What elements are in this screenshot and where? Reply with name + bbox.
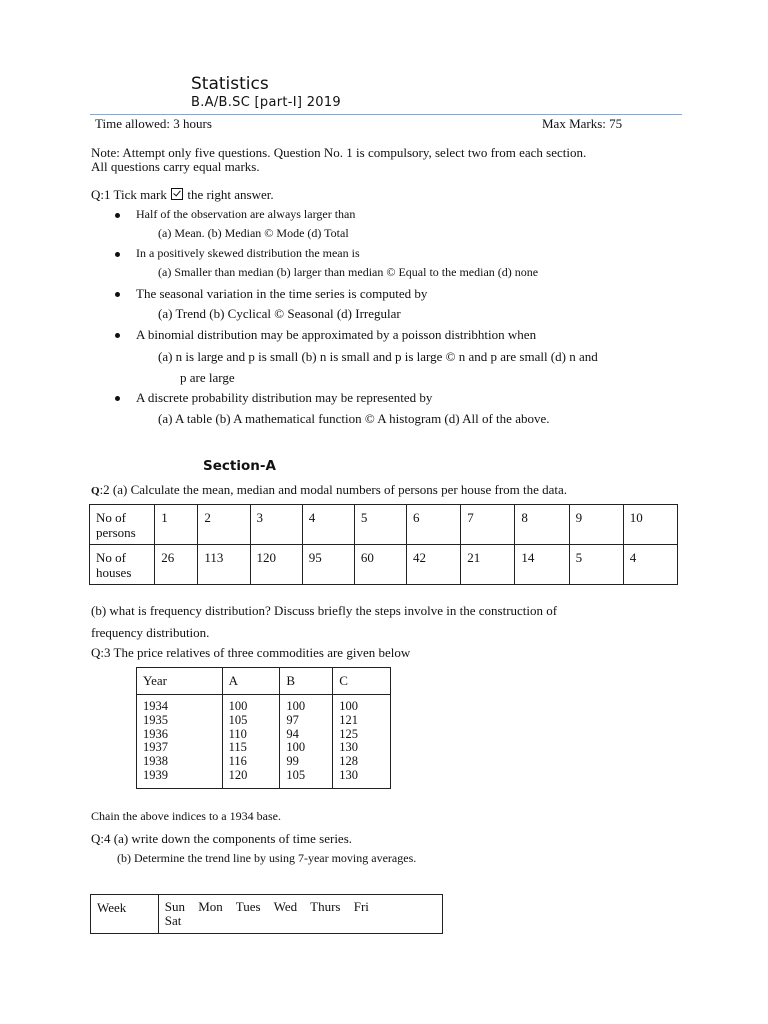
week-table bbox=[90, 894, 443, 934]
table-cell: 14 bbox=[515, 545, 569, 585]
bullet-icon bbox=[115, 333, 120, 338]
table-cell: 121 bbox=[339, 712, 358, 727]
checkbox-tick-icon bbox=[171, 188, 183, 200]
table-cell: 130 bbox=[339, 767, 358, 782]
q4-part-a: Q:4 (a) write down the components of time series. bbox=[91, 831, 353, 846]
table-cell: 115 bbox=[228, 740, 247, 755]
table-cell: 120 bbox=[228, 767, 248, 782]
table-cell: 7 bbox=[461, 505, 515, 545]
table-cell: 5 bbox=[354, 505, 406, 545]
table-row bbox=[90, 545, 678, 585]
table-row bbox=[137, 695, 391, 789]
table-cell: 100 bbox=[286, 699, 306, 713]
header-divider bbox=[90, 114, 682, 115]
table-cell: 113 bbox=[198, 545, 250, 585]
table-cell: 100 bbox=[228, 699, 248, 713]
table-header-cell: Year bbox=[137, 668, 223, 695]
table-cell: 60 bbox=[354, 545, 406, 585]
table-cell: 94 bbox=[286, 726, 299, 741]
q2-part-b-line-1: (b) what is frequency distribution? Discuss briefly the steps involve in the construction of bbox=[91, 603, 558, 618]
table-cell: 1934 bbox=[143, 699, 168, 713]
persons-houses-table bbox=[89, 504, 678, 585]
q1-prefix: Q:1 Tick mark bbox=[91, 187, 167, 202]
table-cell: 1937 bbox=[143, 740, 168, 755]
table-cell: 95 bbox=[302, 545, 354, 585]
exam-title: Statistics bbox=[191, 74, 269, 94]
q1-item-1-options: (a) Mean. (b) Median © Mode (d) Total bbox=[158, 226, 349, 240]
table-header-cell: C bbox=[333, 668, 391, 695]
table-cell: 100 bbox=[339, 699, 358, 713]
days-line bbox=[165, 900, 436, 914]
table-cell: 99 bbox=[286, 754, 299, 769]
commodity-a-column bbox=[222, 695, 280, 789]
table-cell: Sat bbox=[164, 913, 182, 928]
table-cell: 128 bbox=[339, 754, 358, 769]
bullet-icon bbox=[115, 396, 120, 401]
q3-question: Q:3 The price relatives of three commodities are given below bbox=[91, 645, 411, 660]
q1-item-5-options: (a) A table (b) A mathematical function © A histogram (d) All of the above. bbox=[158, 411, 550, 426]
table-cell: 125 bbox=[339, 726, 358, 741]
table-cell: 8 bbox=[515, 505, 569, 545]
table-cell: Week bbox=[91, 895, 159, 934]
q2-label: Q bbox=[91, 485, 100, 497]
table-cell: 110 bbox=[228, 726, 247, 741]
year-column bbox=[137, 695, 223, 789]
q1-suffix: the right answer. bbox=[187, 187, 274, 202]
table-header-row bbox=[137, 668, 391, 695]
table-cell: 105 bbox=[286, 767, 306, 782]
bullet-icon bbox=[115, 292, 120, 297]
q1-item-4-options-line-1: (a) n is large and p is small (b) n is small and p is large © n and p are small (d) n and bbox=[158, 349, 598, 364]
table-cell: 105 bbox=[228, 712, 248, 727]
table-cell: Tues bbox=[235, 899, 261, 914]
exam-subtitle: B.A/B.SC [part-I] 2019 bbox=[191, 95, 341, 110]
table-cell: 116 bbox=[228, 754, 247, 769]
table-cell: No of houses bbox=[90, 545, 155, 585]
table-cell: Mon bbox=[198, 899, 223, 914]
note-line-1: Note: Attempt only five questions. Question No. 1 is compulsory, select two from each section. bbox=[91, 145, 587, 160]
table-cell: 1936 bbox=[143, 726, 168, 741]
table-cell: 130 bbox=[339, 740, 358, 755]
table-cell: Fri bbox=[353, 899, 369, 914]
q3-instruction: Chain the above indices to a 1934 base. bbox=[91, 809, 281, 823]
table-cell: 9 bbox=[569, 505, 623, 545]
q1-item-2-question: In a positively skewed distribution the mean is bbox=[136, 246, 360, 260]
table-cell: Wed bbox=[273, 899, 298, 914]
price-relatives-table bbox=[136, 667, 391, 789]
table-cell: 21 bbox=[461, 545, 515, 585]
q1-item-4-options-line-2: p are large bbox=[180, 370, 235, 385]
q2-part-b-line-2: frequency distribution. bbox=[91, 625, 210, 640]
table-cell: 4 bbox=[623, 545, 677, 585]
table-cell: Thurs bbox=[310, 899, 341, 914]
table-cell: 6 bbox=[407, 505, 461, 545]
table-cell: 26 bbox=[155, 545, 198, 585]
table-cell: 1939 bbox=[143, 767, 168, 782]
q1-item-5-question: A discrete probability distribution may be represented by bbox=[136, 390, 433, 405]
table-cell: 3 bbox=[250, 505, 302, 545]
section-a-heading: Section-A bbox=[203, 458, 276, 474]
table-header-cell: B bbox=[280, 668, 333, 695]
table-cell: 2 bbox=[198, 505, 250, 545]
q1-instruction bbox=[91, 187, 274, 203]
table-cell: 120 bbox=[250, 545, 302, 585]
table-cell: 100 bbox=[286, 740, 306, 755]
table-cell: 10 bbox=[623, 505, 677, 545]
bullet-icon bbox=[115, 252, 120, 257]
table-cell: 1938 bbox=[143, 754, 168, 769]
table-cell: 1935 bbox=[143, 712, 168, 727]
commodity-c-column bbox=[333, 695, 391, 789]
table-cell: Sun bbox=[164, 899, 185, 914]
q4-part-b: (b) Determine the trend line by using 7-year moving averages. bbox=[117, 851, 417, 865]
max-marks: Max Marks: 75 bbox=[542, 116, 623, 131]
note-line-2: All questions carry equal marks. bbox=[91, 159, 260, 174]
q1-item-1-question: Half of the observation are always larger than bbox=[136, 207, 356, 221]
q2-text: :2 (a) Calculate the mean, median and modal numbers of persons per house from the data. bbox=[99, 482, 568, 497]
days-cell bbox=[158, 895, 442, 934]
commodity-b-column bbox=[280, 695, 333, 789]
q1-item-2-options: (a) Smaller than median (b) larger than median © Equal to the median (d) none bbox=[158, 265, 539, 279]
q1-item-3-question: The seasonal variation in the time series is computed by bbox=[136, 286, 428, 301]
table-cell: No of persons bbox=[90, 505, 155, 545]
table-cell: 4 bbox=[302, 505, 354, 545]
table-row bbox=[90, 505, 678, 545]
q1-item-3-options: (a) Trend (b) Cyclical © Seasonal (d) Irregular bbox=[158, 306, 401, 321]
table-cell: 5 bbox=[569, 545, 623, 585]
table-cell: 97 bbox=[286, 712, 299, 727]
table-cell: 1 bbox=[155, 505, 198, 545]
time-allowed: Time allowed: 3 hours bbox=[95, 116, 212, 131]
q2-question bbox=[91, 482, 567, 498]
q1-item-4-question: A binomial distribution may be approximated by a poisson distribhtion when bbox=[136, 327, 537, 342]
table-cell: 42 bbox=[407, 545, 461, 585]
table-row bbox=[91, 895, 443, 934]
table-header-cell: A bbox=[222, 668, 280, 695]
bullet-icon bbox=[115, 213, 120, 218]
